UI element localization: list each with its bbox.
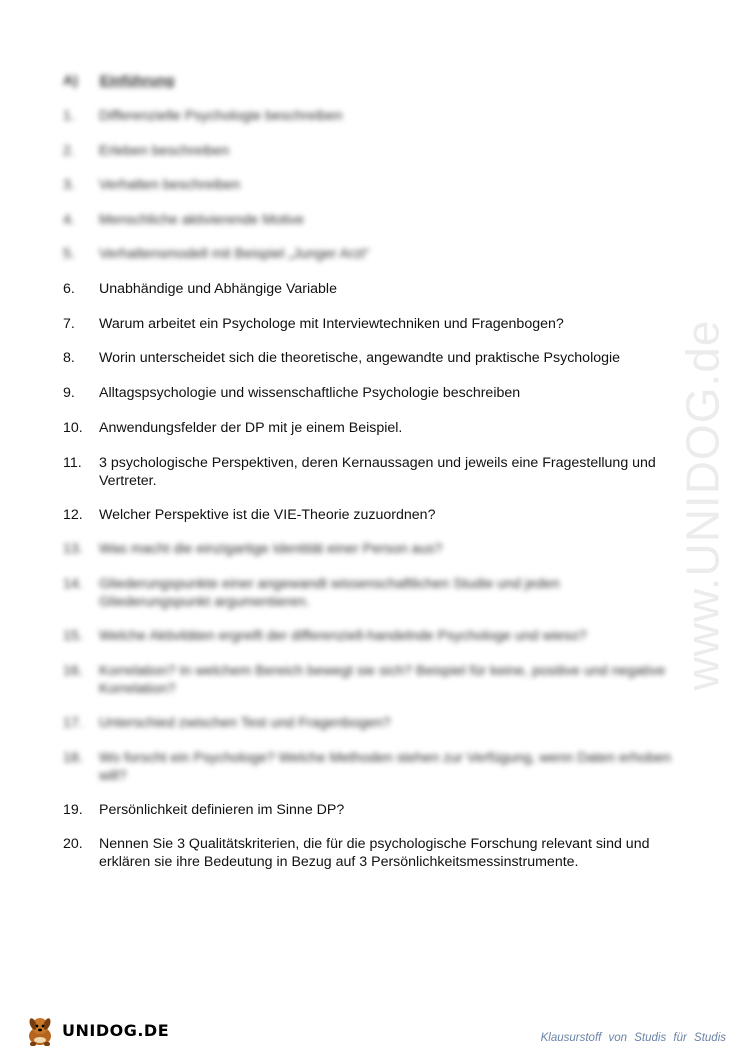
question-item: 1. Differenzielle Psychologie beschreiben [63, 108, 343, 124]
question-item: 18. Wo forscht ein Psychologe? Welche Methoden stehen zur Verfügung, wenn Daten erhoben will? [63, 750, 672, 784]
dog-icon [22, 1012, 58, 1048]
question-item: 9. Alltagspsychologie und wissenschaftliche Psychologie beschreiben [63, 385, 521, 401]
question-item: 6. Unabhändige und Abhängige Variable [63, 281, 337, 297]
unidog-logo [22, 1012, 169, 1048]
question-item: 20. Nennen Sie 3 Qualitätskriterien, die für die psychologische Forschung relevant sind und erklären sie ihre Bedeutung in Bezug auf 3 Persönlichkeitsmessinstrumente. [63, 836, 650, 870]
question-item: 10. Anwendungsfelder der DP mit je einem Beispiel. [63, 420, 403, 436]
question-item: 3. Verhalten beschreiben [63, 177, 241, 193]
question-item: 5. Verhaltensmodell mit Beispiel „Junger Arzt“ [63, 246, 370, 262]
watermark: www.UNIDOG.de [676, 319, 729, 691]
logo-text: UNIDOG.DE [62, 1020, 170, 1040]
section-title: Einführung [99, 72, 175, 88]
question-item: 13. Was macht die einzigartige Identität einer Person aus? [63, 541, 443, 557]
question-item: 8. Worin unterscheidet sich die theoretische, angewandte und praktische Psychologie [63, 350, 621, 366]
footer-tagline: Klausurstoff von Studis für Studis [540, 1032, 726, 1044]
question-item: 4. Menschliche aktivierende Motive [63, 212, 305, 228]
question-item: 11. 3 psychologische Perspektiven, deren Kernaussagen und jeweils eine Fragestellung und Vertreter. [63, 455, 656, 489]
question-item: 2. Erleben beschreiben [63, 143, 230, 159]
question-item: 14. Gliederungspunkte einer angewandt wissenschaftlichen Studie und jeden Gliederungspunkt argumentieren. [63, 576, 560, 610]
question-item: 16. Korrelation? In welchem Bereich bewegt sie sich? Beispiel für keine, positive und negative Korrelation? [63, 663, 666, 697]
question-item: 7. Warum arbeitet ein Psychologe mit Interviewtechniken und Fragenbogen? [63, 316, 564, 332]
question-item: 15. Welche Aktivitäten ergreift der differenziell-handelnde Psychologe und wieso? [63, 628, 587, 644]
question-item: 12. Welcher Perspektive ist die VIE-Theorie zuzuordnen? [63, 507, 436, 523]
section-label: A) [63, 72, 78, 88]
question-item: 19. Persönlichkeit definieren im Sinne DP? [63, 802, 345, 818]
section-heading [63, 72, 174, 88]
question-item: 17. Unterschied zwischen Test und Fragenbogen? [63, 715, 391, 731]
